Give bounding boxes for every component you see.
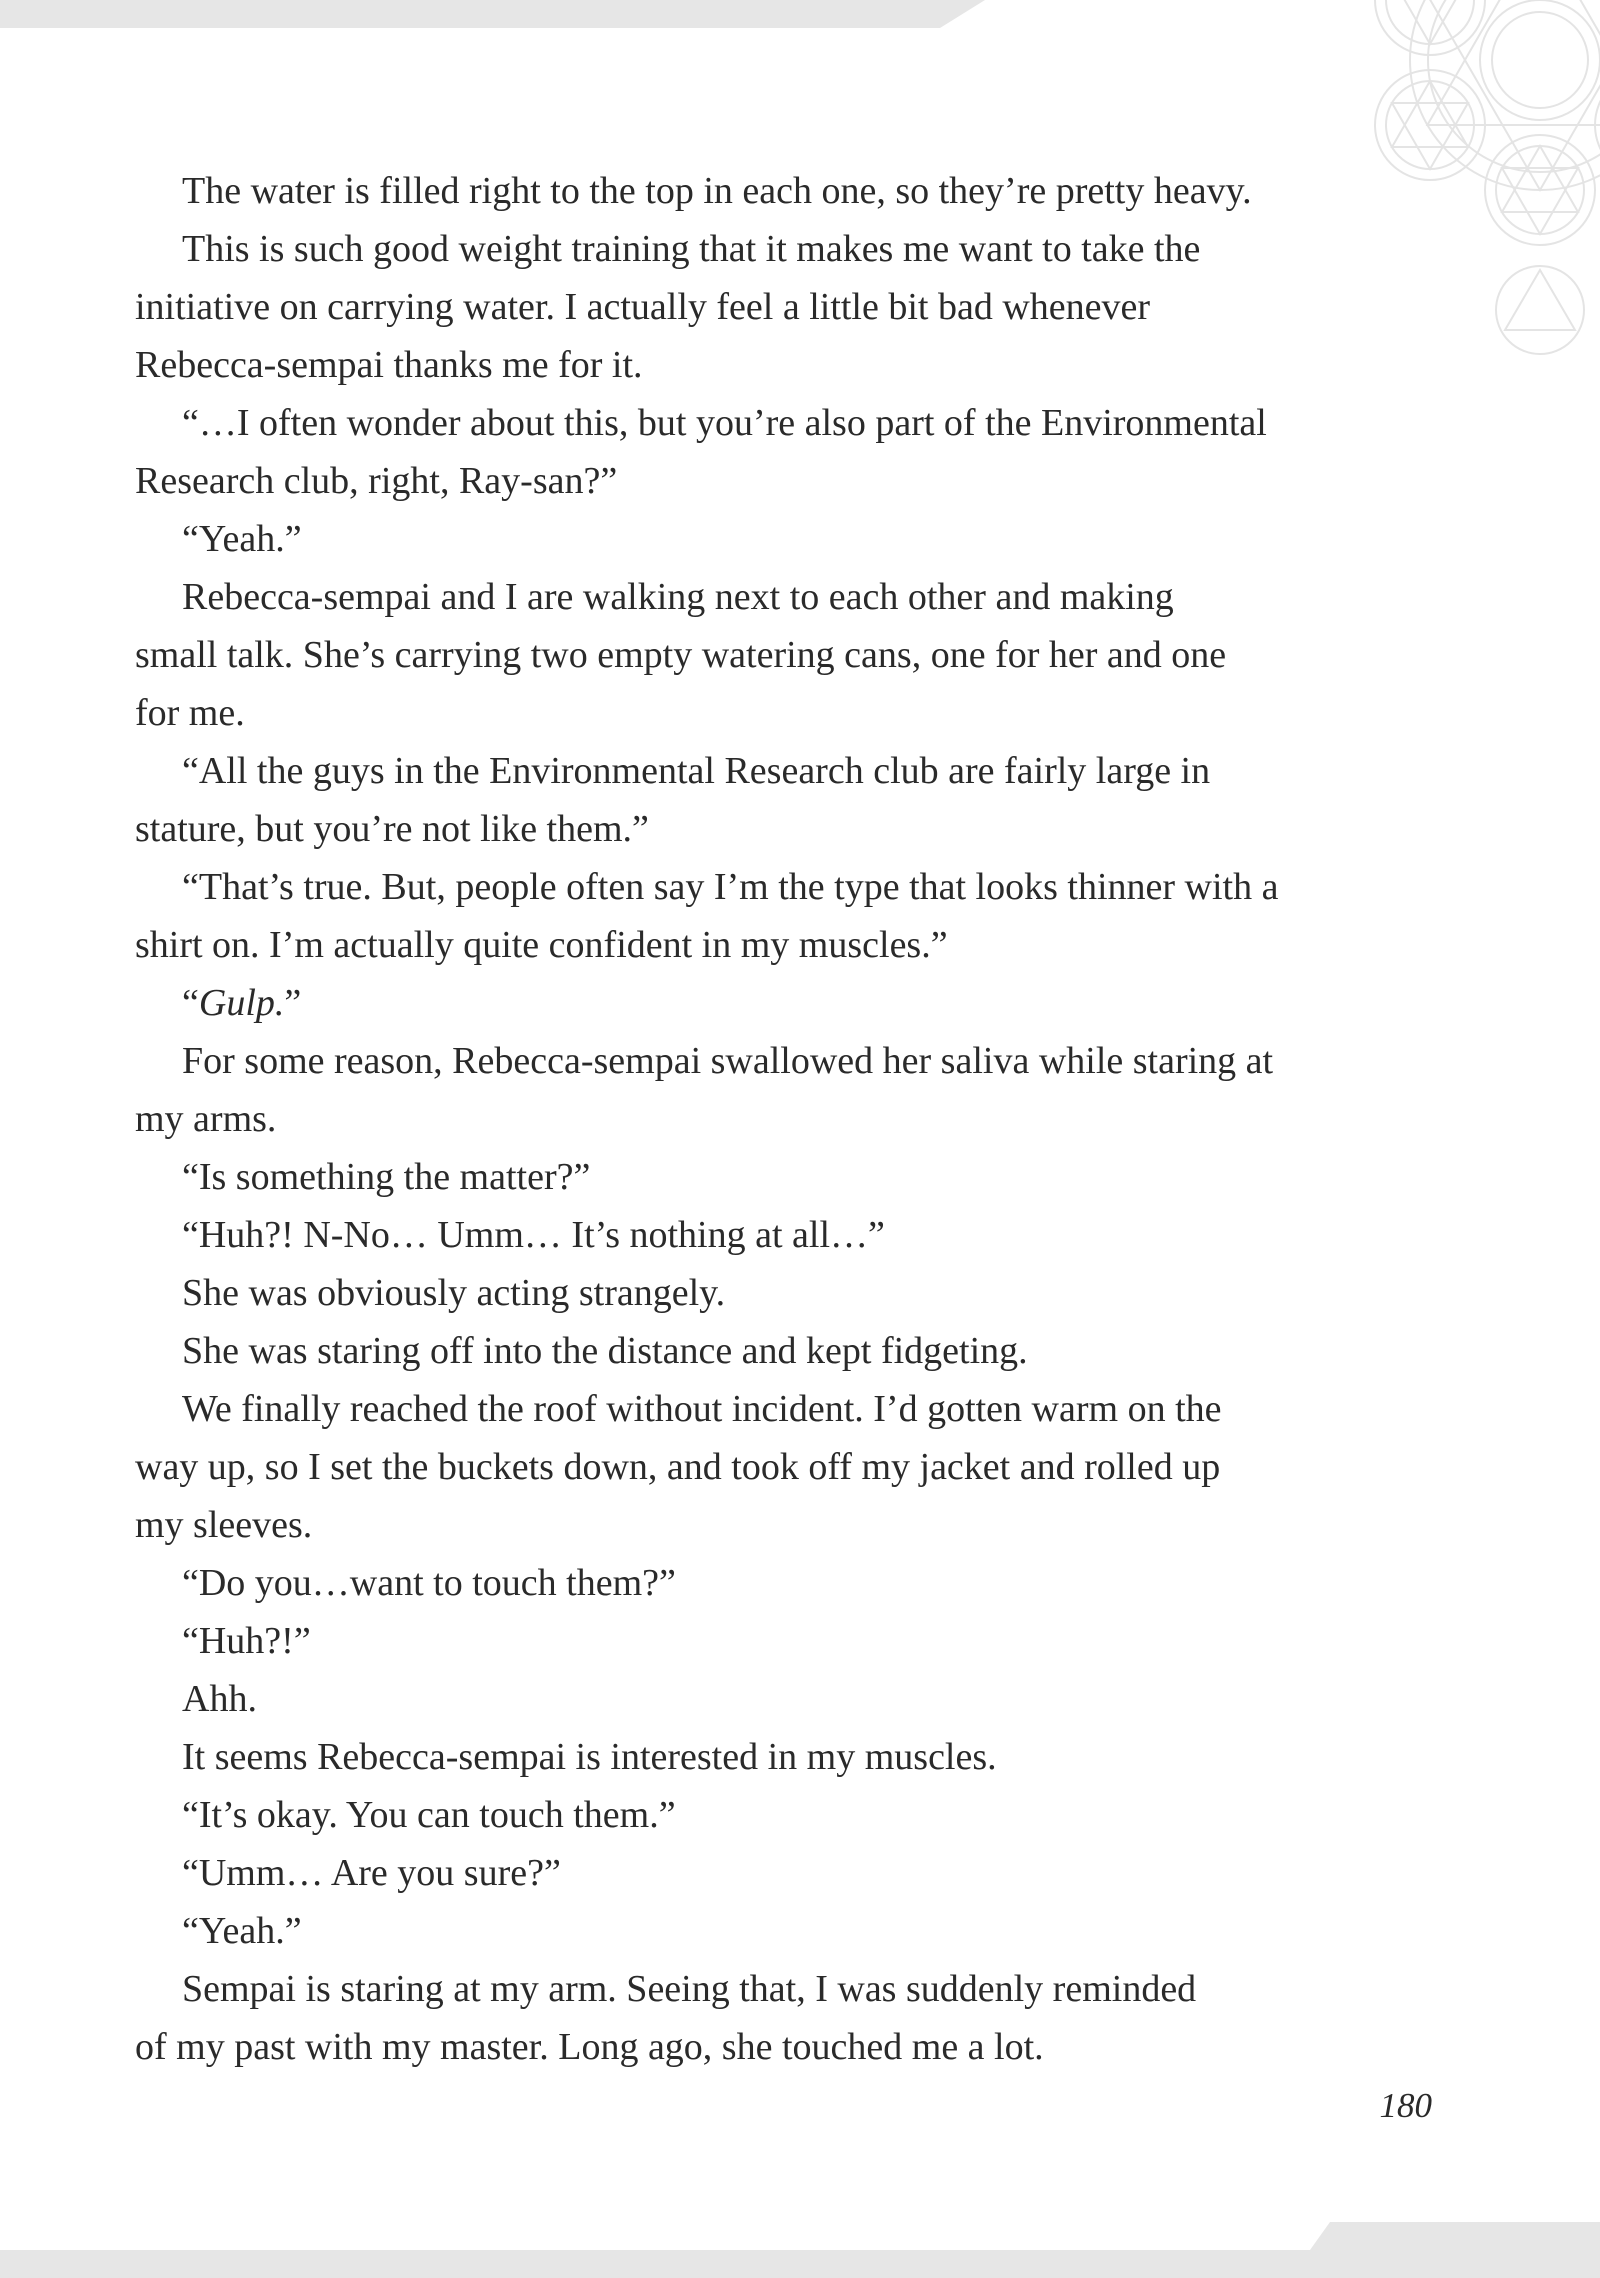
paragraph: She was obviously acting strangely. <box>182 1272 726 1314</box>
paragraph: She was staring off into the distance and kept fidgeting. <box>182 1330 1028 1372</box>
paragraph: “That’s true. But, people often say I’m the type that looks thinner with a shirt on. I’m actually quite confident in my muscles.” <box>135 866 1279 966</box>
paragraph: It seems Rebecca-sempai is interested in my muscles. <box>182 1736 997 1778</box>
paragraph: Rebecca-sempai and I are walking next to each other and making small talk. She’s carrying two empty watering cans, one for her and one for me. <box>135 576 1227 734</box>
paragraph: “All the guys in the Environmental Research club are fairly large in stature, but you’re not like them.” <box>135 750 1211 850</box>
paragraph: “Gulp.” <box>182 982 302 1024</box>
paragraph: “Umm… Are you sure?” <box>182 1852 561 1894</box>
gulp-italic: Gulp. <box>198 982 285 1024</box>
paragraph: Ahh. <box>182 1678 257 1720</box>
paragraph: “Huh?!” <box>182 1620 311 1662</box>
paragraph: “It’s okay. You can touch them.” <box>182 1794 676 1836</box>
paragraph: Sempai is staring at my arm. Seeing that, I was suddenly reminded of my past with my master. Long ago, she touched me a lot. <box>135 1968 1197 2068</box>
paragraph: The water is filled right to the top in each one, so they’re pretty heavy. <box>182 170 1252 212</box>
paragraph: “…I often wonder about this, but you’re also part of the Environmental Research club, right, Ray-san?” <box>135 402 1267 502</box>
page-text-body <box>135 162 1435 2076</box>
paragraph: For some reason, Rebecca-sempai swallowed her saliva while staring at my arms. <box>135 1040 1274 1140</box>
bottom-decorative-band <box>0 2222 1600 2278</box>
paragraph: We finally reached the roof without incident. I’d gotten warm on the way up, so I set the buckets down, and took off my jacket and rolled up my sleeves. <box>135 1388 1222 1546</box>
paragraph: “Is something the matter?” <box>182 1156 591 1198</box>
paragraph: “Do you…want to touch them?” <box>182 1562 676 1604</box>
paragraph: This is such good weight training that it makes me want to take the initiative on carrying water. I actually feel a little bit bad whenever Rebecca-sempai thanks me for it. <box>135 228 1201 386</box>
paragraph: “Huh?! N-No… Umm… It’s nothing at all…” <box>182 1214 885 1256</box>
page-number: 180 <box>1379 2086 1432 2125</box>
paragraph: “Yeah.” <box>182 1910 302 1952</box>
paragraph: “Yeah.” <box>182 518 302 560</box>
